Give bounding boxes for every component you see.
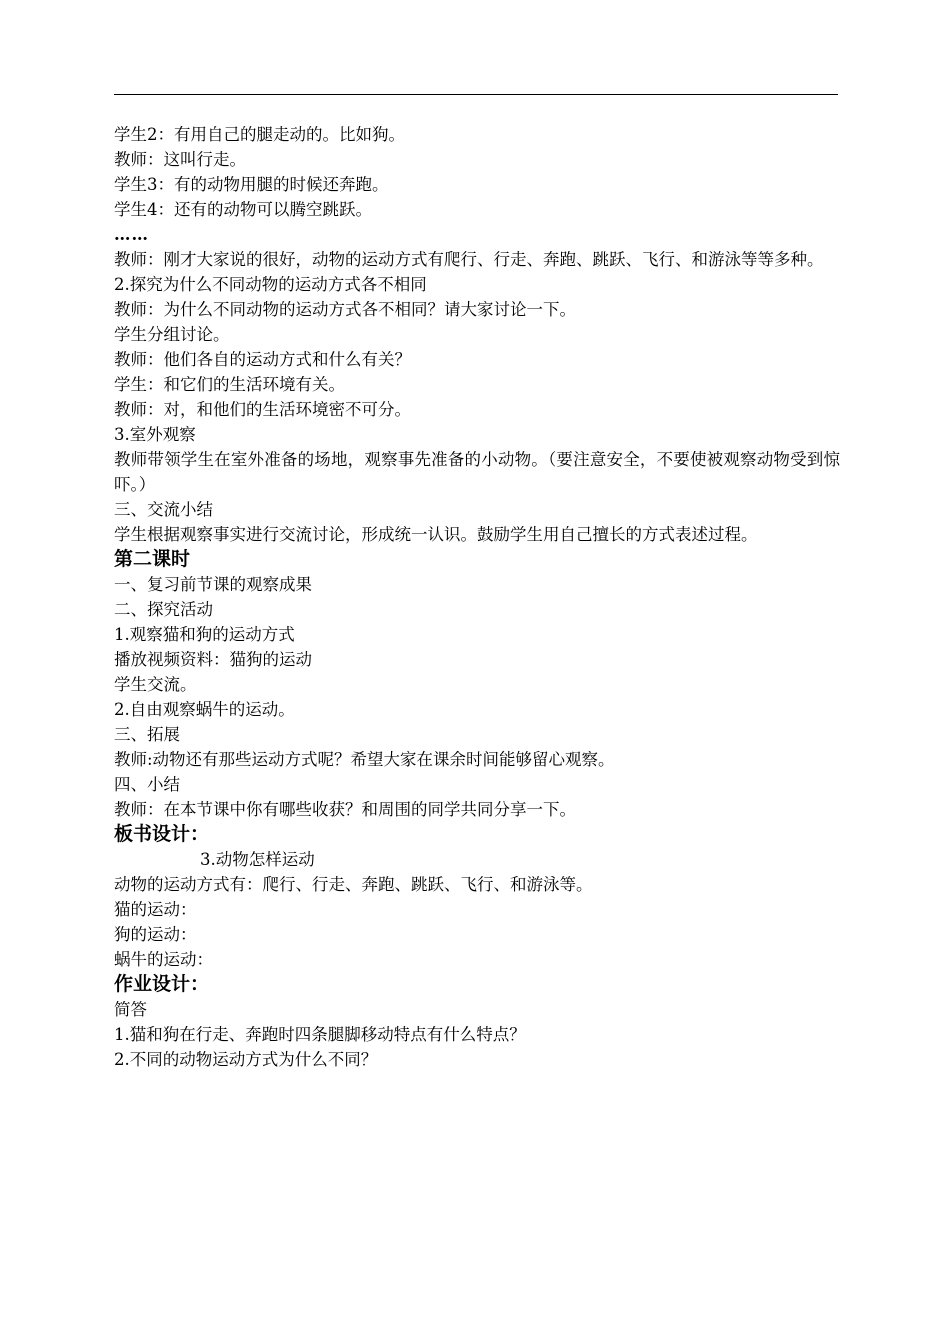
text-line: 学生3：有的动物用腿的时候还奔跑。 (114, 175, 389, 194)
lesson2-heading: 第二课时 (114, 548, 191, 570)
text-line: 猫的运动： (114, 900, 197, 919)
text-line: 一、复习前节课的观察成果 (114, 575, 312, 594)
ellipsis: …… (114, 225, 149, 244)
header-rule (114, 94, 838, 95)
text-line: 2.自由观察蜗牛的运动。 (114, 700, 295, 719)
text-line: 三、拓展 (114, 725, 180, 744)
text-line: 学生交流。 (114, 675, 197, 694)
text-line: 学生2：有用自己的腿走动的。比如狗。 (114, 125, 405, 144)
text-line: 教师:动物还有那些运动方式呢？希望大家在课余时间能够留心观察。 (114, 750, 615, 769)
text-line: 学生：和它们的生活环境有关。 (114, 375, 345, 394)
text-line: 蜗牛的运动： (114, 950, 213, 969)
text-line: 播放视频资料：猫狗的运动 (114, 650, 312, 669)
paragraph: 教师带领学生在室外准备的场地，观察事先准备的小动物。（要注意安全，不要使被观察动物受到惊吓。） (114, 450, 840, 494)
homework-heading: 作业设计： (114, 973, 210, 995)
text-line: 教师：对，和他们的生活环境密不可分。 (114, 400, 411, 419)
text-line: 学生分组讨论。 (114, 325, 230, 344)
document-body (114, 122, 840, 1072)
teacher-summary: 教师：刚才大家说的很好，动物的运动方式有爬行、行走、奔跑、跳跃、飞行、和游泳等等多种。 (114, 250, 824, 269)
text-line: 教师：在本节课中你有哪些收获？和周围的同学共同分享一下。 (114, 800, 576, 819)
text-line: 学生4：还有的动物可以腾空跳跃。 (114, 200, 372, 219)
section-title: 3.室外观察 (114, 425, 196, 444)
board-heading: 板书设计： (114, 823, 210, 845)
board-title: 3.动物怎样运动 (200, 850, 315, 869)
text-line: 教师：这叫行走。 (114, 150, 246, 169)
text-line: 四、小结 (114, 775, 180, 794)
text-line: 教师：为什么不同动物的运动方式各不相同？请大家讨论一下。 (114, 300, 576, 319)
section-title: 2.探究为什么不同动物的运动方式各不相同 (114, 275, 427, 294)
text-line: 动物的运动方式有：爬行、行走、奔跑、跳跃、飞行、和游泳等。 (114, 875, 593, 894)
paragraph: 学生根据观察事实进行交流讨论，形成统一认识。鼓励学生用自己擅长的方式表述过程。 (114, 525, 758, 544)
text-line: 狗的运动： (114, 925, 197, 944)
text-line: 简答 (114, 1000, 147, 1019)
section-title: 三、交流小结 (114, 500, 213, 519)
text-line: 二、探究活动 (114, 600, 213, 619)
text-line: 2.不同的动物运动方式为什么不同？ (114, 1050, 378, 1069)
text-line: 1.猫和狗在行走、奔跑时四条腿脚移动特点有什么特点？ (114, 1025, 526, 1044)
text-line: 1.观察猫和狗的运动方式 (114, 625, 295, 644)
text-line: 教师：他们各自的运动方式和什么有关？ (114, 350, 411, 369)
